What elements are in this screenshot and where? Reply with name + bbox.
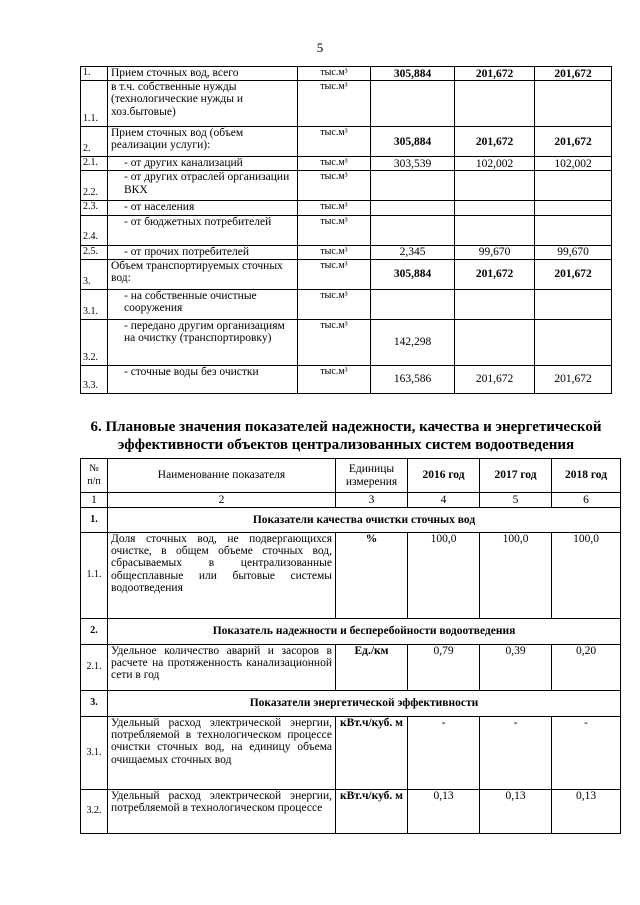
indicator-unit: кВт.ч/куб. м <box>336 790 408 834</box>
header-2018: 2018 год <box>552 459 621 493</box>
indicator-unit: кВт.ч/куб. м <box>336 717 408 790</box>
row-number: 2.1. <box>81 157 108 171</box>
value-2018 <box>535 171 612 201</box>
col-number: 1 <box>81 493 108 508</box>
value-2016: 305,884 <box>371 67 455 81</box>
table-row <box>81 259 612 289</box>
section-num: 1. <box>81 508 108 533</box>
value-2016: 0,13 <box>408 790 480 834</box>
wastewater-volume-table <box>80 66 612 394</box>
row-number: 3.1. <box>81 289 108 319</box>
value-2016: 305,884 <box>371 127 455 157</box>
section-row <box>81 691 621 717</box>
table-row <box>81 127 612 157</box>
section-title: Показатели качества очистки сточных вод <box>108 508 621 533</box>
row-num: 1.1. <box>81 533 108 619</box>
value-2016: 142,298 <box>371 319 455 365</box>
value-2018: 201,672 <box>535 365 612 393</box>
table-row <box>81 533 621 619</box>
row-unit: тыс.м³ <box>298 259 371 289</box>
value-2017: 201,672 <box>455 365 535 393</box>
col-number: 2 <box>108 493 336 508</box>
row-name: - от населения <box>108 201 298 215</box>
col-number: 5 <box>480 493 552 508</box>
row-number: 2.4. <box>81 215 108 245</box>
table-row <box>81 289 612 319</box>
value-2016 <box>371 289 455 319</box>
value-2017 <box>455 215 535 245</box>
table-row <box>81 717 621 790</box>
row-number: 1.1. <box>81 81 108 127</box>
value-2016: 2,345 <box>371 245 455 259</box>
row-unit: тыс.м³ <box>298 319 371 365</box>
row-number: 2.5. <box>81 245 108 259</box>
table-row <box>81 365 612 393</box>
col-number: 6 <box>552 493 621 508</box>
row-number: 3. <box>81 259 108 289</box>
value-2018 <box>535 215 612 245</box>
header-unit: Единицы измерения <box>336 459 408 493</box>
table-row <box>81 157 612 171</box>
table-row <box>81 171 612 201</box>
section-6-heading: 6. Плановые значения показателей надежности, качества и энергетической эффективности объектов централизованных систем водоотведения <box>90 419 602 453</box>
row-unit: тыс.м³ <box>298 201 371 215</box>
value-2017: 0,39 <box>480 645 552 691</box>
header-num: № п/п <box>81 459 108 493</box>
row-name: - от бюджетных потребителей <box>108 215 298 245</box>
row-unit: тыс.м³ <box>298 289 371 319</box>
value-2017: 201,672 <box>455 259 535 289</box>
row-name: - от прочих потребителей <box>108 245 298 259</box>
table-row <box>81 201 612 215</box>
section-title: Показатели энергетической эффективности <box>108 691 621 717</box>
row-unit: тыс.м³ <box>298 171 371 201</box>
page-number: 5 <box>316 40 324 55</box>
section-num: 3. <box>81 691 108 717</box>
header-2016: 2016 год <box>408 459 480 493</box>
row-name: Прием сточных вод, всего <box>108 67 298 81</box>
value-2016: 0,79 <box>408 645 480 691</box>
value-2016: 303,539 <box>371 157 455 171</box>
row-unit: тыс.м³ <box>298 245 371 259</box>
indicator-name: Удельный расход электрической энергии, потребляемой в технологическом процессе очистки сточных вод, на единицу объема очищаемых сточных вод <box>108 717 336 790</box>
row-number: 1. <box>81 67 108 81</box>
table-row <box>81 319 612 365</box>
row-num: 3.2. <box>81 790 108 834</box>
row-number: 3.2. <box>81 319 108 365</box>
value-2018: 201,672 <box>535 127 612 157</box>
row-name: - от других отраслей организации ВКХ <box>108 171 298 201</box>
value-2018 <box>535 201 612 215</box>
header-2017: 2017 год <box>480 459 552 493</box>
row-num: 3.1. <box>81 717 108 790</box>
value-2018 <box>535 289 612 319</box>
row-number: 2.2. <box>81 171 108 201</box>
row-name: - передано другим организациям на очистку (транспортировку) <box>108 319 298 365</box>
value-2018: 99,670 <box>535 245 612 259</box>
value-2016 <box>371 171 455 201</box>
table-row <box>81 215 612 245</box>
value-2018: 201,672 <box>535 67 612 81</box>
value-2017: 201,672 <box>455 67 535 81</box>
value-2017: - <box>480 717 552 790</box>
indicator-name: Доля сточных вод, не подвергающихся очистке, в общем объеме сточных вод, сбрасываемых в централизованные общесплавные или бытовые системы водоотведения <box>108 533 336 619</box>
row-unit: тыс.м³ <box>298 67 371 81</box>
value-2017: 100,0 <box>480 533 552 619</box>
value-2017 <box>455 289 535 319</box>
value-2018: 0,20 <box>552 645 621 691</box>
indicator-unit: % <box>336 533 408 619</box>
value-2016 <box>371 81 455 127</box>
value-2017: 99,670 <box>455 245 535 259</box>
indicators-table <box>80 458 621 834</box>
row-number: 3.3. <box>81 365 108 393</box>
row-name: - сточные воды без очистки <box>108 365 298 393</box>
value-2018 <box>535 81 612 127</box>
value-2016 <box>371 201 455 215</box>
value-2017 <box>455 319 535 365</box>
indicator-name: Удельное количество аварий и засоров в расчете на протяженность канализационной сети в год <box>108 645 336 691</box>
indicator-name: Удельный расход электрической энергии, потребляемой в технологическом процессе <box>108 790 336 834</box>
row-name: в т.ч. собственные нужды (технологические нужды и хоз.бытовые) <box>108 81 298 127</box>
table-row <box>81 81 612 127</box>
header-name: Наименование показателя <box>108 459 336 493</box>
value-2016: 305,884 <box>371 259 455 289</box>
row-unit: тыс.м³ <box>298 215 371 245</box>
row-number: 2.3. <box>81 201 108 215</box>
row-unit: тыс.м³ <box>298 81 371 127</box>
table-row <box>81 245 612 259</box>
row-name: Объем транспортируемых сточных вод: <box>108 259 298 289</box>
indicator-unit: Ед./км <box>336 645 408 691</box>
table-row <box>81 790 621 834</box>
value-2017: 201,672 <box>455 127 535 157</box>
value-2018: 0,13 <box>552 790 621 834</box>
value-2017: 0,13 <box>480 790 552 834</box>
section-num: 2. <box>81 619 108 645</box>
col-number: 3 <box>336 493 408 508</box>
row-num: 2.1. <box>81 645 108 691</box>
value-2016: 163,586 <box>371 365 455 393</box>
row-unit: тыс.м³ <box>298 157 371 171</box>
column-number-row <box>81 493 621 508</box>
value-2016 <box>371 215 455 245</box>
section-row <box>81 619 621 645</box>
section-row <box>81 508 621 533</box>
value-2017 <box>455 201 535 215</box>
table-header-row <box>81 459 621 493</box>
value-2017 <box>455 81 535 127</box>
table-row <box>81 645 621 691</box>
value-2018: 102,002 <box>535 157 612 171</box>
value-2018: 100,0 <box>552 533 621 619</box>
value-2016: - <box>408 717 480 790</box>
row-name: Прием сточных вод (объем реализации услуги): <box>108 127 298 157</box>
row-name: - на собственные очистные сооружения <box>108 289 298 319</box>
value-2017 <box>455 171 535 201</box>
section-title: Показатель надежности и бесперебойности водоотведения <box>108 619 621 645</box>
value-2018 <box>535 319 612 365</box>
value-2017: 102,002 <box>455 157 535 171</box>
col-number: 4 <box>408 493 480 508</box>
value-2018: 201,672 <box>535 259 612 289</box>
row-unit: тыс.м³ <box>298 365 371 393</box>
value-2018: - <box>552 717 621 790</box>
value-2016: 100,0 <box>408 533 480 619</box>
row-number: 2. <box>81 127 108 157</box>
row-unit: тыс.м³ <box>298 127 371 157</box>
table-row <box>81 67 612 81</box>
row-name: - от других канализаций <box>108 157 298 171</box>
